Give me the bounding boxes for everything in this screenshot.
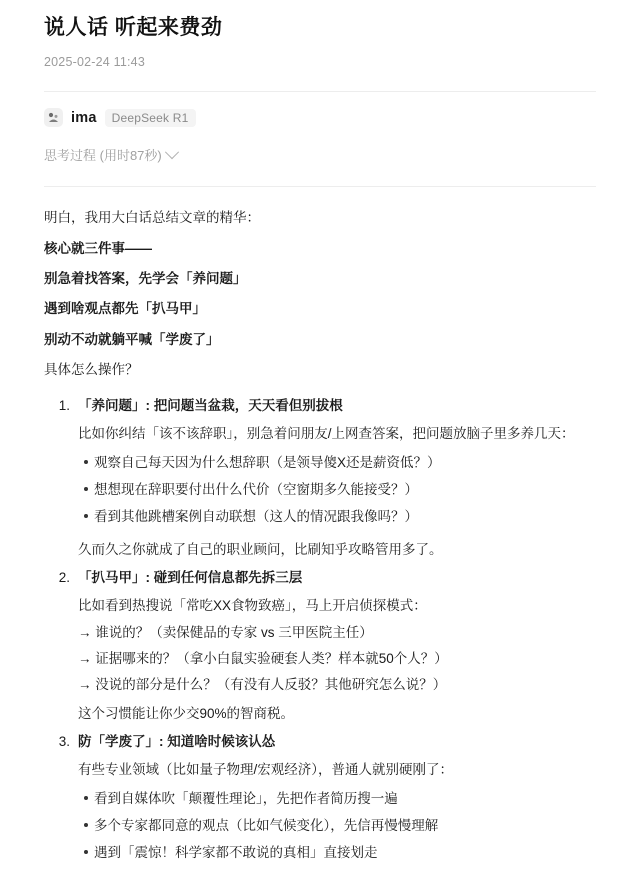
- bullet-dot-icon: [78, 813, 94, 839]
- model-name: ima: [71, 109, 97, 126]
- arrow-line: → 证据哪来的？（拿小白鼠实验硬套人类？样本就50个人？）: [78, 650, 448, 666]
- intro-line: 核心就三件事——: [44, 240, 152, 256]
- list-item: [78, 813, 596, 839]
- intro-line: 明白，我用大白话总结文章的精华：: [44, 210, 260, 226]
- bullet-text: 观察自己每天因为什么想辞职（是领导傻X还是薪资低？）: [94, 454, 441, 470]
- list-item: [44, 565, 596, 727]
- thinking-process-label: 思考过程 (用时87秒): [44, 148, 162, 164]
- bullet-dot-icon: [78, 477, 94, 503]
- sections-list: [44, 393, 596, 872]
- list-item: [78, 786, 596, 812]
- timestamp: 2025-02-24 11:43: [44, 55, 145, 70]
- section-tail: 久而久之你就成了自己的职业顾问，比刷知乎攻略管用多了。: [78, 541, 443, 557]
- bullet-list: [78, 450, 596, 531]
- bullet-dot-icon: [78, 786, 94, 812]
- list-item: [78, 450, 596, 476]
- section-sub: 比如你纠结「该不该辞职」，别急着问朋友/上网查答案，把问题放脑子里多养几天：: [78, 426, 575, 442]
- bullet-dot-icon: [78, 450, 94, 476]
- list-item: [44, 393, 596, 563]
- section-heading: 防「学废了」: 知道啥时候该认怂: [78, 733, 276, 749]
- page-title: 说人话 听起来费劲: [44, 16, 223, 39]
- model-row: [44, 108, 596, 127]
- section-number: 3.: [58, 733, 70, 749]
- model-badge: DeepSeek R1: [105, 109, 196, 127]
- ima-logo-icon: [44, 108, 63, 127]
- bullet-text: 多个专家都同意的观点（比如气候变化），先信再慢慢理解: [94, 817, 439, 833]
- list-item: [44, 729, 596, 872]
- divider-top: [44, 91, 596, 92]
- list-item: [78, 477, 596, 503]
- section-number: 2.: [58, 570, 70, 586]
- intro-line: 别急着找答案，先学会「养问题」: [44, 270, 247, 286]
- chevron-down-icon[interactable]: [165, 145, 179, 159]
- section-heading: 「养问题」: 把问题当盆栽，天天看但别拔根: [78, 398, 343, 414]
- intro-line: 具体怎么操作？: [44, 361, 139, 377]
- section-number: 1.: [58, 398, 70, 414]
- list-item: [78, 504, 596, 530]
- arrow-line: → 谁说的？（卖保健品的专家 vs 三甲医院主任）: [78, 624, 373, 640]
- section-heading: 「扒马甲」: 碰到任何信息都先拆三层: [78, 570, 303, 586]
- intro-line: 遇到啥观点都先「扒马甲」: [44, 301, 206, 317]
- bullet-text: 遇到「震惊！科学家都不敢说的真相」直接划走: [94, 845, 378, 861]
- intro-line: 别动不动就躺平喊「学废了」: [44, 331, 220, 347]
- section-tail: 这个习惯能让你少交90%的智商税。: [78, 705, 295, 721]
- section-sub: 比如看到热搜说「常吃XX食物致癌」，马上开启侦探模式：: [78, 598, 427, 614]
- bullet-dot-icon: [78, 504, 94, 530]
- list-item: [78, 840, 596, 866]
- bullet-dot-icon: [78, 840, 94, 866]
- arrow-line: → 没说的部分是什么？（有没有人反驳？其他研究怎么说？）: [78, 677, 447, 693]
- thinking-process-toggle[interactable]: [44, 145, 596, 164]
- bullet-text: 看到自媒体吹「颠覆性理论」，先把作者简历搜一遍: [94, 790, 398, 806]
- section-sub: 有些专业领域（比如量子物理/宏观经济），普通人就别硬刚了：: [78, 762, 453, 778]
- divider-thinking: [44, 186, 596, 187]
- answer-body: [44, 205, 596, 872]
- bullet-text: 看到其他跳槽案例自动联想（这人的情况跟我像吗？）: [94, 509, 418, 525]
- bullet-text: 想想现在辞职要付出什么代价（空窗期多久能接受？）: [94, 482, 418, 498]
- bullet-list: [78, 786, 596, 867]
